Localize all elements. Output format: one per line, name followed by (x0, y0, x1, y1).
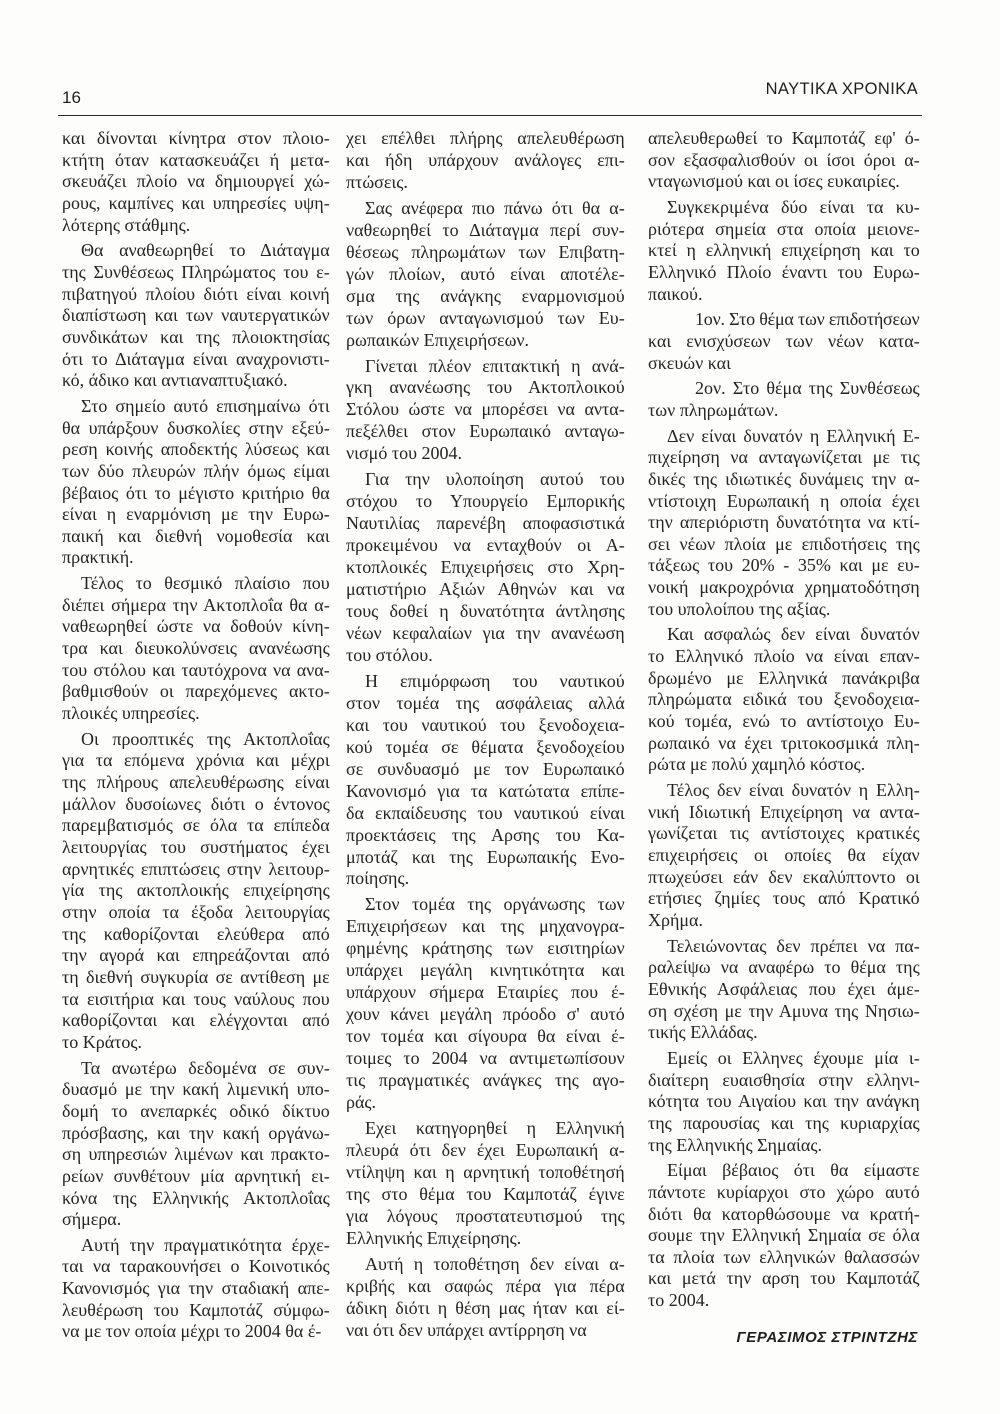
text-line: ετήσιες ζημίες τους από Κρατικό (648, 888, 920, 909)
text-line: 2ον. Στο θέμα της Συνθέσεως (695, 378, 920, 399)
paragraph (346, 469, 625, 667)
text-line: Ελληνικό Πλοίο έναντι του Ευρω- (648, 261, 920, 282)
paragraph (62, 128, 330, 236)
text-line: υπάρχουν σήμερα Εταιρίες που έ- (346, 982, 625, 1003)
text-line: τις πραγματικές ανάγκες της αγο- (346, 1070, 625, 1091)
text-line: μποτάζ και της Ευρωπαικής Ενο- (346, 846, 625, 867)
text-line: λειτουργίας του συστήματος έχει (62, 837, 330, 857)
text-line: ποίησης. (346, 868, 410, 889)
text-column-2 (346, 128, 625, 1341)
page-number: 16 (62, 88, 81, 107)
text-line: ματιστήριο Αξιών Αθηνών και να (346, 579, 625, 600)
text-line: να με τον οποία μέχρι το 2004 θα έ- (62, 1321, 322, 1342)
text-line: των πληρωμάτων. (648, 399, 779, 420)
text-line: στόχου το Υπουργείο Εμπορικής (346, 491, 625, 512)
text-line: παρεμβατισμός σε όλα τα επίπεδα (62, 815, 330, 836)
text-line: το Ελληνικό πλοίο να είναι επαν- (648, 646, 920, 667)
text-line: ρώτα με πολύ χαμηλό κόστος. (648, 754, 866, 775)
text-line: και ενισχύσεων των νέων κατα- (648, 330, 920, 351)
paragraph (648, 197, 920, 305)
text-line: σκευάζει πλοίο να δημιουργεί χώ- (62, 171, 330, 192)
text-line: χουν κάνει μεγάλη πρόοδο σ' αυτό (346, 1004, 625, 1025)
text-line: κτεί η ελληνική επιχείρηση και το (648, 240, 920, 261)
paragraph (346, 198, 625, 352)
text-line: πρακτική. (62, 547, 134, 568)
text-line: κόνα της Ελληνικής Ακτοπλοΐας (62, 1187, 330, 1208)
paragraph (62, 1058, 330, 1231)
text-line: ρους, καμπίνες και υπηρεσίες υψη- (62, 192, 330, 213)
text-line: μάλλον δυσοίωνες διότι ο έντονος (62, 793, 330, 814)
paragraph (648, 309, 920, 374)
text-line: και ήδη υπάρχουν ανάλογες επι- (346, 149, 625, 170)
text-line: νοική μακροχρόνια χρηματοδότηση (648, 577, 920, 598)
text-line: Θα αναθεωρηθεί το Διάταγμα (81, 240, 330, 261)
text-line: πτώσεις. (346, 171, 408, 192)
text-line: δομή το ανεπαρκές οδικό δίκτυο (62, 1100, 330, 1121)
text-line: σον εξασφαλισθούν οι ίσοι όροι α- (648, 149, 920, 170)
text-line: Τα ανωτέρω δεδομένα σε συν- (81, 1057, 330, 1078)
text-line: ται να ταρακουνήσει ο Κοινοτικός (62, 1256, 330, 1277)
text-line: Κανονισμό για τα κατώτατα επίπε- (346, 780, 625, 801)
text-line: δυασμό με την κακή λιμενική υπο- (62, 1079, 330, 1100)
text-line: νική Ιδιωτική Επιχείρηση να αντα- (648, 801, 920, 822)
text-line: θα υπάρξουν δυσκολίες στην εξεύ- (62, 417, 330, 438)
text-line: σει νέων πλοία με επιδοτήσεις της (648, 533, 920, 554)
paragraph (346, 128, 625, 194)
text-line: της στο θέμα του Καμποτάζ έγινε (346, 1183, 625, 1204)
text-line: συνδικάτων και της πλοιοκτησίας (62, 326, 330, 347)
text-line: κτήτη όταν κατασκευάζει ή μετα- (62, 149, 330, 170)
text-line: Είμαι βέβαιος ότι θα είμαστε (667, 1160, 920, 1181)
text-line: ότι το Διάταγμα είναι αναχρονιστι- (62, 348, 330, 369)
text-line: Τέλος το θεσμικό πλαίσιο που (81, 573, 330, 594)
text-line: στον τομέα της ασφάλειας αλλά (346, 692, 625, 713)
text-line: βέβαιος ότι το μέγιστο κριτήριο θα (62, 482, 330, 503)
text-line: ρεση κοινής αποδεκτής λύσεως και (62, 439, 330, 460)
text-line: πάντοτε κυρίαρχοι στο χώρο αυτό (648, 1181, 920, 1202)
text-line: φημένης κράτησης των εισιτηρίων (346, 938, 625, 959)
paragraph (346, 1118, 625, 1250)
text-line: δικές της ιδιωτικές δυνάμεις την α- (648, 468, 920, 489)
text-line: ρωπαικό να έχει τριτοκοσμικά πλη- (648, 732, 920, 753)
text-line: διέπει σήμερα την Ακτοπλοΐα θα α- (62, 594, 330, 615)
text-line: τον τομέα και σίγουρα θα είναι έ- (346, 1026, 625, 1047)
text-line: σουμε την Ελληνική Σημαία σε όλα (648, 1225, 920, 1246)
text-line: τικής Ελλάδας. (648, 1022, 758, 1043)
text-line: ντίληψη και η αρνητική τοποθέτησή (346, 1161, 625, 1182)
text-line: ράς. (346, 1091, 377, 1112)
text-line: ση σχέση με την Αμυνα της Νησιω- (648, 1000, 920, 1021)
text-line: γών πλοίων, αυτό είναι αποτέλε- (346, 263, 625, 284)
paragraph (648, 936, 920, 1044)
text-line: σμα της ανάγκης εναρμονισμού (346, 285, 625, 306)
text-line: σήμερα. (62, 1209, 122, 1230)
paragraph (648, 780, 920, 932)
text-line: είναι η εναρμόνιση με την Ευρω- (62, 504, 330, 525)
text-line: Χρήμα. (648, 909, 703, 930)
text-line: ραλείψω να αναφέρω το θέμα της (648, 957, 920, 978)
text-line: ντίστοιχη Ευρωπαική η οποία έχει (648, 490, 920, 511)
text-line: στην οποία τα έξοδα λειτουργίας (62, 901, 330, 922)
paragraph (346, 356, 625, 466)
paragraph (648, 426, 920, 621)
text-line: Οι προοπτικές της Ακτοπλοΐας (81, 728, 330, 749)
text-line: της Συνθέσεως Πληρώματος του ε- (62, 261, 330, 282)
text-line: άδικη διότι η θέση μας ήταν και εί- (346, 1297, 625, 1318)
paragraph (62, 729, 330, 1054)
text-line: προκειμένου να ενταχθούν οι Α- (346, 535, 625, 556)
text-line: κτοπλοικές Επιχειρήσεις στο Χρη- (346, 557, 625, 578)
text-line: Συγκεκριμένα δύο είναι τα κυ- (667, 196, 920, 217)
text-line: δρωμένο με Ελληνικά πανάκριβα (648, 667, 920, 688)
text-line: πλοικές υπηρεσίες. (62, 703, 200, 724)
text-line: Γίνεται πλέον επιτακτική η ανά- (365, 355, 625, 376)
text-line: Τέλος δεν είναι δυνατόν η Ελλη- (667, 780, 920, 801)
text-line: ναθεωρηθεί το Διάταγμα περί συν- (346, 219, 625, 240)
text-line: της πλήρους απελευθέρωσης είναι (62, 772, 330, 793)
paragraph (62, 240, 330, 392)
text-line: της Ελληνικής Σημαίας. (648, 1134, 822, 1155)
text-line: διότι θα κατορθώσουμε να κρατή- (648, 1203, 920, 1224)
text-line: ναθεωρηθεί ώστε να δοθούν κίνη- (62, 616, 330, 637)
text-line: και δίνονται κίνητρα στον πλοιο- (62, 128, 330, 148)
text-line: σκευών και (648, 352, 731, 373)
text-line: την απεριόριστη δυνατότητα να κτί- (648, 512, 920, 533)
text-line: Δεν είναι δυνατόν η Ελληνική Ε- (667, 425, 920, 446)
paragraph (346, 894, 625, 1114)
text-line: Για την υλοποίηση αυτού του (365, 469, 625, 490)
text-line: θέσεως πληρωμάτων των Επιβατη- (346, 241, 625, 262)
text-line: υπάρχει μεγάλη κινητικότητα και (346, 960, 625, 981)
text-line: για τα επόμενα χρόνια και μέχρι (62, 750, 330, 771)
text-line: προεκτάσεις της Αρσης του Κα- (346, 824, 625, 845)
text-line: το Κράτος. (62, 1031, 143, 1052)
text-line: 1ον. Στο θέμα των επιδοτήσεων (695, 309, 920, 330)
text-line: πιχείρηση να ανταγωνίζεται με τις (648, 447, 920, 468)
paragraph (62, 573, 330, 725)
text-line: γκη ανανέωσης του Ακτοπλοικού (346, 377, 625, 398)
header-rule (58, 115, 922, 116)
text-line: Εμείς οι Ελληνες έχουμε μία ι- (667, 1047, 920, 1068)
text-line: απελευθερωθεί το Καμποτάζ εφ' ό- (648, 128, 920, 148)
text-line: γία της ακτοπλοικής επιχείρησης (62, 880, 330, 901)
text-line: των όρων ανταγωνισμού των Ευ- (346, 307, 625, 328)
text-line: και του ναυτικού του ξενοδοχεια- (346, 714, 625, 735)
text-line: πληρώματα ειδικά του ξενοδοχεια- (648, 689, 920, 710)
text-line: παικού. (648, 283, 703, 304)
paragraph (648, 624, 920, 776)
text-line: ρείων συνθέτουν μία αρνητική ει- (62, 1165, 330, 1186)
text-line: Εθνικής Ασφάλειας που έχει άμε- (648, 978, 920, 999)
text-line: διαπίστωση και των ναυτεργατικών (62, 305, 330, 326)
text-line: Ελληνικής Επιχείρησης. (346, 1227, 522, 1248)
text-line: αρνητικές επιπτώσεις στην λειτουρ- (62, 858, 330, 879)
paragraph (648, 128, 920, 193)
paragraph (648, 378, 920, 421)
text-line: πιβατηγού πλοίου διότι είναι κοινή (62, 283, 330, 304)
text-line: δα εκπαίδευσης του ναυτικού είναι (346, 802, 625, 823)
author-signature: ΓΕΡΑΣΙΜΟΣ ΣΤΡΙΝΤΖΗΣ (736, 1329, 918, 1346)
text-line: Και ασφαλώς δεν είναι δυνατόν (667, 624, 920, 645)
paragraph (346, 1254, 625, 1342)
text-line: το 2004. (648, 1290, 710, 1311)
text-line: Αυτή η τοποθέτηση δεν είναι α- (365, 1253, 625, 1274)
text-line: πλευρά ότι δεν έχει Ευρωπαική α- (346, 1139, 625, 1160)
text-line: την αγορά και επηρεάζονται από (62, 945, 330, 966)
text-line: πρόσβασης, και την κακή οργάνω- (62, 1122, 330, 1143)
text-line: της παρουσίας και της κυριαρχίας (648, 1112, 920, 1133)
paragraph (62, 1235, 330, 1343)
text-line: Στο σημείο αυτό επισημαίνω ότι (81, 395, 330, 416)
text-line: γωνίζεται τις αντίστοιχες κρατικές (648, 823, 920, 844)
text-line: των δύο πλευρών πλήν όμως είμαι (62, 460, 330, 481)
text-line: πεξέλθει στον Ευρωπαικό ανταγω- (346, 421, 625, 442)
text-line: Στον τομέα της οργάνωσης των (365, 894, 625, 915)
text-line: κό, άδικο και αντιαναπτυξιακό. (62, 370, 288, 391)
paragraph (648, 1160, 920, 1312)
text-column-1 (62, 128, 330, 1343)
text-line: κότητα του Αιγαίου και την ανάγκη (648, 1091, 920, 1112)
text-line: ναι ότι δεν υπάρχει αντίρρηση να (346, 1319, 587, 1340)
text-line: κριβής και σαφώς πέρα για πέρα (346, 1275, 625, 1296)
text-line: Τελειώνοντας δεν πρέπει να πα- (667, 935, 920, 956)
text-line: καθορίζονται και ελέγχονται από (62, 1010, 330, 1031)
text-line: ριότερα σημεία στα οποία μειονε- (648, 218, 920, 239)
text-line: παική και διεθνή νομοθεσία και (62, 525, 330, 546)
text-line: και μετά την αρση του Καμποτάζ (648, 1268, 920, 1289)
text-line: του υπολοίπου της αξίας. (648, 598, 831, 619)
text-line: βαθμισθούν οι παρεχόμενες ακτο- (62, 681, 330, 702)
text-line: της καθορίζονται ελεύθερα από (62, 923, 330, 944)
text-line: του στόλου. (346, 644, 433, 665)
text-line: Αυτή την πραγματικότητα έρχε- (81, 1234, 330, 1255)
text-line: νισμό του 2004. (346, 443, 462, 464)
text-line: ρωπαικών Επιχειρήσεων. (346, 329, 530, 350)
text-line: τα εισιτήρια και τους ναύλους που (62, 988, 330, 1009)
paragraph (648, 1048, 920, 1156)
text-line: κού τομέα σε θέματα ξενοδοχείου (346, 736, 625, 757)
text-line: Η επιμόρφωση του ναυτικού (365, 670, 625, 691)
text-line: επιχειρήσεις οι οποίες θα είχαν (648, 845, 920, 865)
text-line: λότερης στάθμης. (62, 214, 191, 235)
text-line: λευθέρωση του Καμποτάζ σύμφω- (62, 1299, 330, 1320)
text-line: διαίτερη ευαισθησία στην ελληνι- (648, 1069, 920, 1090)
text-line: τρα και διευκολύνσεις ανανέωσης (62, 638, 330, 659)
text-line: τους δοθεί η δυνατότητα άντλησης (346, 601, 625, 622)
text-line: τα πλοία των ελληνικών θαλασσών (648, 1246, 920, 1267)
text-line: πτωχεύσει εάν δεν εκαλύπτοντο οι (648, 866, 920, 887)
text-line: Κανονισμός για την σταδιακή απε- (62, 1278, 330, 1299)
text-line: για λόγους προστατευτισμού της (346, 1205, 625, 1226)
text-line: νέων κεφαλαίων για την ανανέωση (346, 622, 625, 643)
text-line: τοιμες το 2004 να αντιμετωπίσουν (346, 1048, 625, 1069)
text-line: Επιχειρήσεων και της μηχανογρα- (346, 916, 625, 937)
text-line: τη διεθνή συγκυρία σε αντίθεση με (62, 966, 330, 987)
text-line: του στόλου και ταυτόχρονα να ανα- (62, 659, 330, 680)
paragraph (346, 671, 625, 891)
text-line: ση υπηρεσιών λιμένων και πρακτο- (62, 1144, 330, 1165)
text-line: Σας ανέφερα πιο πάνω ότι θα α- (365, 197, 625, 218)
text-line: σε συνδυασμό με τον Ευρωπαικό (346, 758, 625, 779)
paragraph (62, 396, 330, 569)
text-column-3 (648, 128, 920, 1312)
text-line: χει επέλθει πλήρης απελευθέρωση (346, 128, 625, 148)
text-line: νταγωνισμού και οι ίσες ευκαιρίες. (648, 171, 900, 192)
magazine-title: ΝΑΥΤΙΚΑ ΧΡΟΝΙΚΑ (765, 80, 918, 98)
text-line: Ναυτιλίας παρενέβη αποφασιστικά (346, 513, 625, 534)
text-line: Εχει κατηγορηθεί η Ελληνική (365, 1117, 625, 1138)
text-line: Στόλου ώστε να μπορέσει να αντα- (346, 399, 625, 420)
text-line: τάξεως του 20% - 35% και με ευ- (648, 555, 920, 576)
text-line: κού τομέα, ενώ το αντίστοιχο Ευ- (648, 711, 920, 732)
